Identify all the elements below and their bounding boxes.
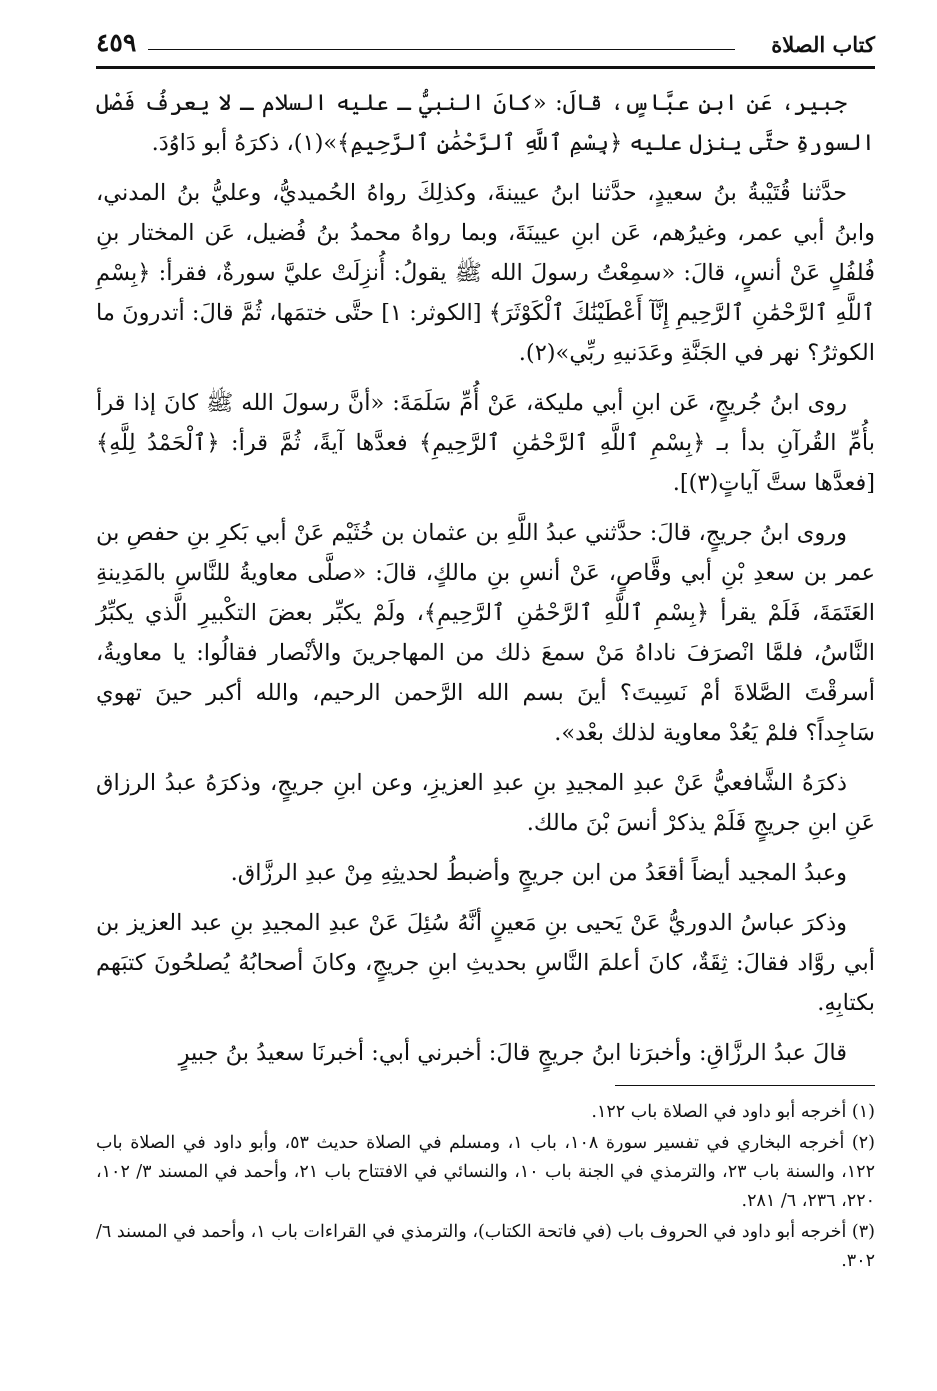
paragraph: وعبدُ المجيد أيضاً أقعَدُ من ابن جريجٍ وأضبطُ لحديثِهِ مِنْ عبدِ الرزَّاق. — [230, 860, 847, 886]
paragraph: ذكرَهُ الشَّافعيُّ عَنْ عبدِ المجيدِ بنِ عبدِ العزيزِ، وعن ابنِ جريجٍ، وذكرَهُ عبدُ الرزاق عَنِ ابنِ جريجٍ فَلَمْ يذكرْ أنسَ بْنَ مالك. — [96, 770, 875, 836]
paragraph: قالَ عبدُ الرزَّاقِ: وأخبرَنا ابنُ جريجٍ قالَ: أخبرني أبي: أخبرنَا سعيدُ بنُ جبيرٍ — [178, 1040, 847, 1066]
paragraph: جبير، عَن ابنِ عبَّاسٍ، قالَ: «كانَ النبيُّ ـ عليه السلام ـ لا يعرفُ فَصْل السورةِ حتَّى ينزل عليه ﴿بِسْمِ ٱللَّهِ ٱلرَّحْمَٰنِ ٱلرَّحِيمِ﴾»(١)، ذكرَهُ أبو دَاوُدَ. — [96, 90, 875, 156]
paragraph: وذكرَ عباسُ الدوريُّ عَنْ يَحيى بنِ مَعينٍ أنَّهُ سُئِلَ عَنْ عبدِ المجيدِ بنِ عبد العزيز بن أبي روَّاد فقالَ: ثِقَةٌ، كانَ أعلمَ النَّاسِ بحديثِ ابنِ جريجٍ، وكانَ أصحابُهُ يُصلحُونَ كتبَهم بكتابِهِ. — [96, 910, 875, 1016]
main-text — [96, 83, 875, 1073]
footnote: (٣) أخرجه أبو داود في الحروف باب (في فاتحة الكتاب)، والترمذي في القراءات باب ١، وأحمد في المسند ٦/ ٣٠٢. — [96, 1222, 875, 1271]
running-title: كتاب الصلاة — [771, 32, 875, 57]
page-number: ٤٥٩ — [96, 28, 137, 57]
footnote: (٢) أخرجه البخاري في تفسير سورة ١٠٨، باب ١، ومسلم في الصلاة حديث ٥٣، وأبو داود في الصلاة باب ١٢٢، والسنة باب ٢٣، والترمذي في الجنة باب ١٠، والنسائي في الافتتاح باب ٢١، وأحمد في المسند ٣/ ١٠٢، ٢٢٠، ٢٣٦، ٦/ ٢٨١. — [96, 1133, 875, 1211]
book-page — [96, 22, 875, 1391]
footnote: (١) أخرجه أبو داود في الصلاة باب ١٢٢. — [591, 1102, 875, 1122]
header-rule — [148, 49, 735, 50]
paragraph: روى ابنُ جُريجٍ، عَن ابنِ أبي مليكة، عَنْ أُمِّ سَلَمَةَ: «أنَّ رسولَ الله ﷺ كانَ إذا قرأ بأُمِّ القُرآنِ بدأ بـ ﴿بِسْمِ ٱللَّهِ ٱلرَّحْمَٰنِ ٱلرَّحِيمِ﴾ فعدَّها آيةً، ثُمَّ قرأ: ﴿ٱلْحَمْدُ لِلَّهِ﴾ [فعدَّها ستَّ آياتٍ(٣)]. — [96, 390, 875, 496]
page-header — [96, 22, 875, 69]
footnotes — [96, 1098, 875, 1276]
paragraph: وروى ابنُ جريجٍ، قالَ: حدَّثني عبدُ اللَّهِ بن عثمان بن خُثَيْم عَنْ أبي بَكرِ بنِ حفصِ بن عمر بن سعدِ بْنِ أبي وقَّاصٍ، عَنْ أنسِ بنِ مالكٍ، قالَ: «صلَّى معاويةُ للنَّاسِ بالمَدِينةِ العَتَمَةَ، فَلَمْ يقرأ ﴿بِسْمِ ٱللَّهِ ٱلرَّحْمَٰنِ ٱلرَّحِيمِ﴾، ولَمْ يكبِّر بعضَ التكْبيرِ الَّذي يكبِّرُ النَّاسُ، فلمَّا انْصرَفَ ناداهُ مَنْ سمعَ ذلك من المهاجرينَ والأنْصار فقالُوا: يا معاويةُ، أسرقْتَ الصَّلاةَ أمْ نَسِيتَ؟ أينَ بسم الله الرَّحمن الرحيم، والله أكبر حينَ تهوي سَاجِداً؟ فلمْ يَعُدْ معاوية لذلك بعْد». — [96, 520, 875, 746]
footnote-separator — [615, 1085, 875, 1086]
paragraph: حدَّثنا قُتَيْبةُ بنُ سعيدٍ، حدَّثنا ابنُ عيينةَ، وكذلِكَ رواهُ الحُميديُّ، وعليُّ بنُ المدني، وابنُ أبي عمر، وغيرُهم، عَن ابنِ عيينَةَ، وبما رواهُ محمدُ بنُ فُضيل، عَن المختار بنِ فُلفُلٍ عَنْ أنسٍ، قالَ: «سمِعْتُ رسولَ الله ﷺ يقولُ: أُنزِلَتْ عليَّ سورةٌ، فقرأ: ﴿بِسْمِ ٱللَّهِ ٱلرَّحْمَٰنِ ٱلرَّحِيمِ إِنَّآ أَعْطَيْنَٰكَ ٱلْكَوْثَرَ﴾ [الكوثر: ١] حتَّى ختمَها، ثُمَّ قالَ: أتدرونَ ما الكوثرُ؟ نهر في الجَنَّةِ وعَدَنيهِ ربِّي»(٢). — [96, 180, 875, 366]
